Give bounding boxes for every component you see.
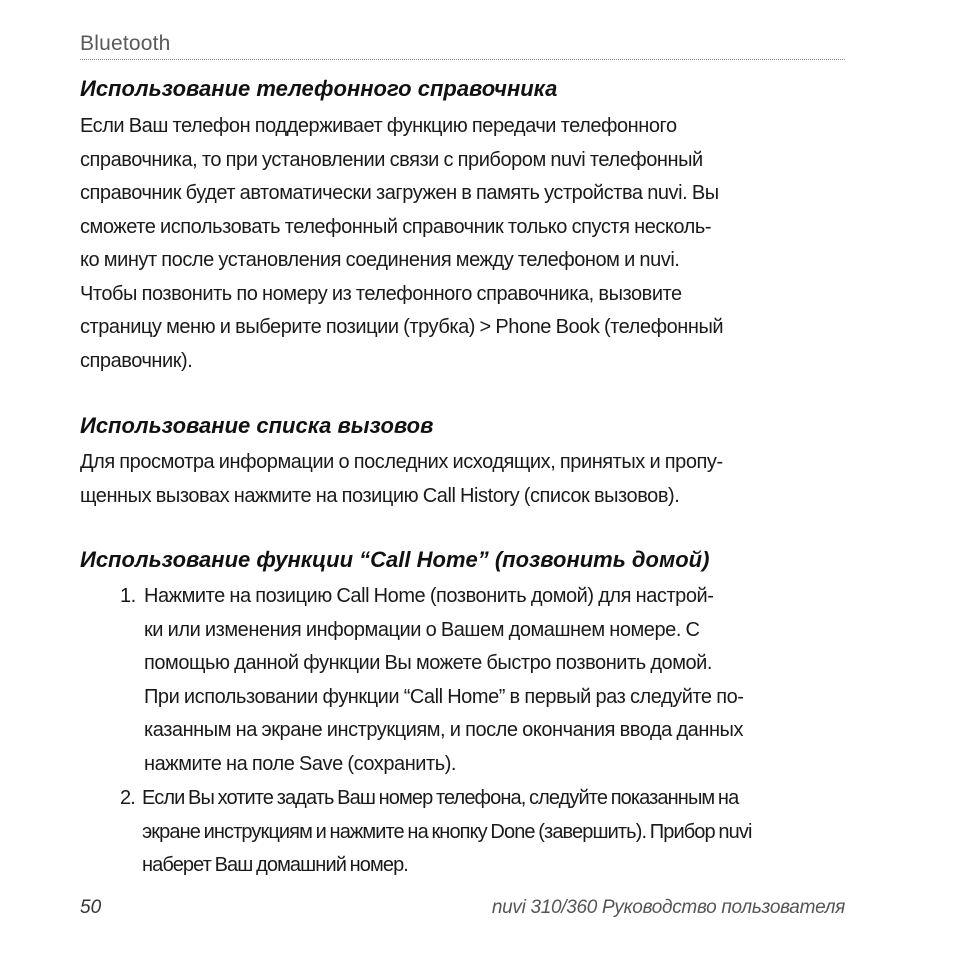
heading-call-home: Использование функции “Call Home” (позвонить домой) [80,547,710,572]
paragraph-phonebook [80,110,850,378]
text-line: ки или изменения информации о Вашем домашнем номере. С [144,618,700,641]
text-line: Для просмотра информации о последних исходящих, принятых и пропу- [80,451,723,473]
text-line: щенных вызовах нажмите на позицию Call History (список вызовов). [80,484,680,507]
paragraph-call-history [80,446,850,513]
running-header-title: Bluetooth [80,32,171,55]
text-line: наберет Ваш домашний номер. [142,854,408,876]
step-number: 1. [120,585,136,607]
text-line: Нажмите на позицию Call Home (позвонить домой) для настрой- [144,585,714,607]
text-line: нажмите на поле Save (сохранить). [144,752,457,775]
heading-phonebook: Использование телефонного справочника [80,76,558,101]
text-line: страницу меню и выберите позиции (трубка) > Phone Book (телефонный [80,316,724,338]
header-dotted-rule [80,59,845,60]
text-line: справочник будет автоматически загружен в память устройства nuvi. Вы [80,182,719,204]
manual-page [80,0,845,954]
text-line: казанным на экране инструкциям, и после окончания ввода данных [144,719,744,741]
step-number: 2. [120,787,135,809]
text-line: помощью данной функции Вы можете быстро позвонить домой. [144,652,713,674]
manual-title: nuvi 310/360 Руководство пользователя [491,897,845,918]
step-1 [120,580,854,781]
text-line: справочник). [80,349,193,372]
text-line: Если Ваш телефон поддерживает функцию передачи телефонного [80,115,677,137]
text-line: экране инструкциям и нажмите на кнопку Done (завершить). Прибор nuvi [142,820,752,843]
text-line: справочника, то при установлении связи с прибором nuvi телефонный [80,148,703,171]
text-line: При использовании функции “Call Home” в первый раз следуйте по- [144,685,744,708]
text-line: Чтобы позвонить по номеру из телефонного справочника, вызовите [80,282,682,305]
heading-call-history: Использование списка вызовов [80,413,434,438]
text-line: ко минут после установления соединения между телефоном и nuvi. [80,249,680,271]
text-line: Если Вы хотите задать Ваш номер телефона, следуйте показанным на [142,787,739,809]
step-2 [120,782,854,883]
page-number: 50 [80,897,102,918]
text-line: сможете использовать телефонный справочник только спустя несколь- [80,215,712,238]
